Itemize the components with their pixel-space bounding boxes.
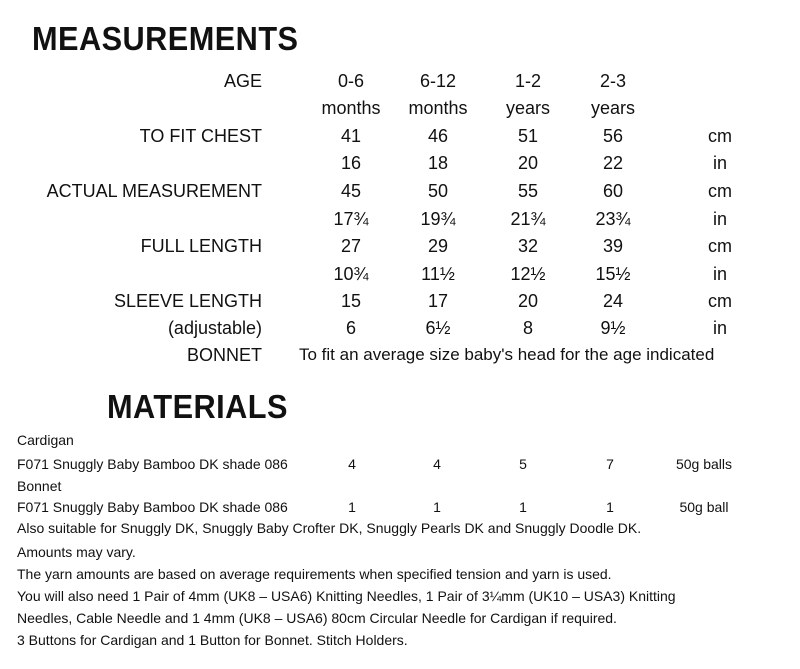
size-4-age: 2-3 [599, 71, 626, 91]
cardigan-label: Cardigan [17, 432, 74, 448]
sleeve-cm-1: 15 [340, 291, 362, 311]
full-length-cm-4: 39 [602, 236, 624, 256]
actual-in-2: 19¾ [420, 209, 456, 229]
materials-note-5: Needles, Cable Needle and 1 4mm (UK8 – USA6) 80cm Circular Needle for Cardigan if required. [17, 610, 617, 626]
bonnet-yarn: F071 Snuggly Baby Bamboo DK shade 086 [17, 499, 288, 515]
size-4-unit: years [590, 98, 635, 118]
sleeve-cm-4: 24 [602, 291, 624, 311]
materials-heading: MATERIALS [107, 388, 288, 425]
full-length-cm-unit: cm [708, 236, 732, 256]
materials-note-1: Also suitable for Snuggly DK, Snuggly Baby Crofter DK, Snuggly Pearls DK and Snuggly Doodle DK. [17, 520, 642, 536]
chest-cm-3: 51 [517, 126, 539, 146]
sleeve-label: SLEEVE LENGTH [113, 291, 262, 311]
chest-cm-unit: cm [708, 126, 732, 146]
materials-note-3: The yarn amounts are based on average requirements when specified tension and yarn is used. [17, 566, 612, 582]
sleeve-cm-unit: cm [708, 291, 732, 311]
chest-in-2: 18 [427, 153, 449, 173]
sleeve-in-2: 6½ [425, 318, 451, 338]
bonnet-qty-1: 1 [348, 499, 356, 515]
size-1-unit: months [321, 98, 381, 118]
chest-cm-4: 56 [602, 126, 624, 146]
cardigan-qty-2: 4 [433, 456, 441, 472]
chest-in-unit: in [712, 153, 727, 173]
full-length-cm-2: 29 [427, 236, 449, 256]
cardigan-unit: 50g balls [675, 456, 733, 472]
chest-cm-1: 41 [340, 126, 362, 146]
size-2-age: 6-12 [419, 71, 457, 91]
size-1-age: 0-6 [337, 71, 364, 91]
bonnet-size-text: To fit an average size baby's head for the age indicated [299, 345, 715, 364]
cardigan-yarn: F071 Snuggly Baby Bamboo DK shade 086 [17, 456, 288, 472]
actual-cm-4: 60 [602, 181, 624, 201]
bonnet-qty-4: 1 [606, 499, 614, 515]
full-length-in-4: 15½ [595, 264, 631, 284]
sleeve-in-3: 8 [522, 318, 533, 338]
sleeve-cm-2: 17 [427, 291, 449, 311]
chest-cm-2: 46 [427, 126, 449, 146]
bonnet-size-label: BONNET [186, 345, 262, 365]
chest-label: TO FIT CHEST [139, 126, 262, 146]
size-2-unit: months [408, 98, 468, 118]
sleeve-in-1: 6 [345, 318, 356, 338]
actual-in-unit: in [712, 209, 727, 229]
materials-note-4: You will also need 1 Pair of 4mm (UK8 – USA6) Knitting Needles, 1 Pair of 3¼mm (UK10 – USA3) Knitting [17, 588, 676, 604]
measurements-heading: MEASUREMENTS [32, 20, 299, 57]
full-length-label: FULL LENGTH [140, 236, 262, 256]
full-length-in-unit: in [712, 264, 727, 284]
full-length-in-3: 12½ [510, 264, 546, 284]
cardigan-qty-1: 4 [348, 456, 356, 472]
actual-cm-1: 45 [340, 181, 362, 201]
cardigan-qty-4: 7 [606, 456, 614, 472]
age-label: AGE [223, 71, 262, 91]
full-length-in-2: 11½ [421, 264, 455, 284]
actual-label: ACTUAL MEASUREMENT [46, 181, 262, 201]
bonnet-unit: 50g ball [679, 499, 729, 515]
bonnet-qty-3: 1 [519, 499, 527, 515]
sleeve-sublabel: (adjustable) [167, 318, 262, 338]
actual-cm-2: 50 [427, 181, 449, 201]
chest-in-3: 20 [517, 153, 539, 173]
actual-in-3: 21¾ [510, 209, 546, 229]
full-length-in-1: 10¾ [333, 264, 369, 284]
full-length-cm-1: 27 [340, 236, 362, 256]
chest-in-1: 16 [340, 153, 362, 173]
materials-note-6: 3 Buttons for Cardigan and 1 Button for Bonnet. Stitch Holders. [17, 632, 408, 648]
materials-note-2: Amounts may vary. [17, 544, 136, 560]
full-length-cm-3: 32 [517, 236, 539, 256]
sleeve-in-unit: in [712, 318, 727, 338]
sleeve-in-4: 9½ [600, 318, 626, 338]
actual-in-1: 17¾ [333, 209, 369, 229]
sleeve-cm-3: 20 [517, 291, 539, 311]
chest-in-4: 22 [602, 153, 624, 173]
bonnet-label: Bonnet [17, 478, 62, 494]
actual-cm-unit: cm [708, 181, 732, 201]
size-3-age: 1-2 [514, 71, 541, 91]
bonnet-qty-2: 1 [433, 499, 441, 515]
cardigan-qty-3: 5 [519, 456, 527, 472]
actual-in-4: 23¾ [595, 209, 631, 229]
actual-cm-3: 55 [517, 181, 539, 201]
size-3-unit: years [505, 98, 550, 118]
